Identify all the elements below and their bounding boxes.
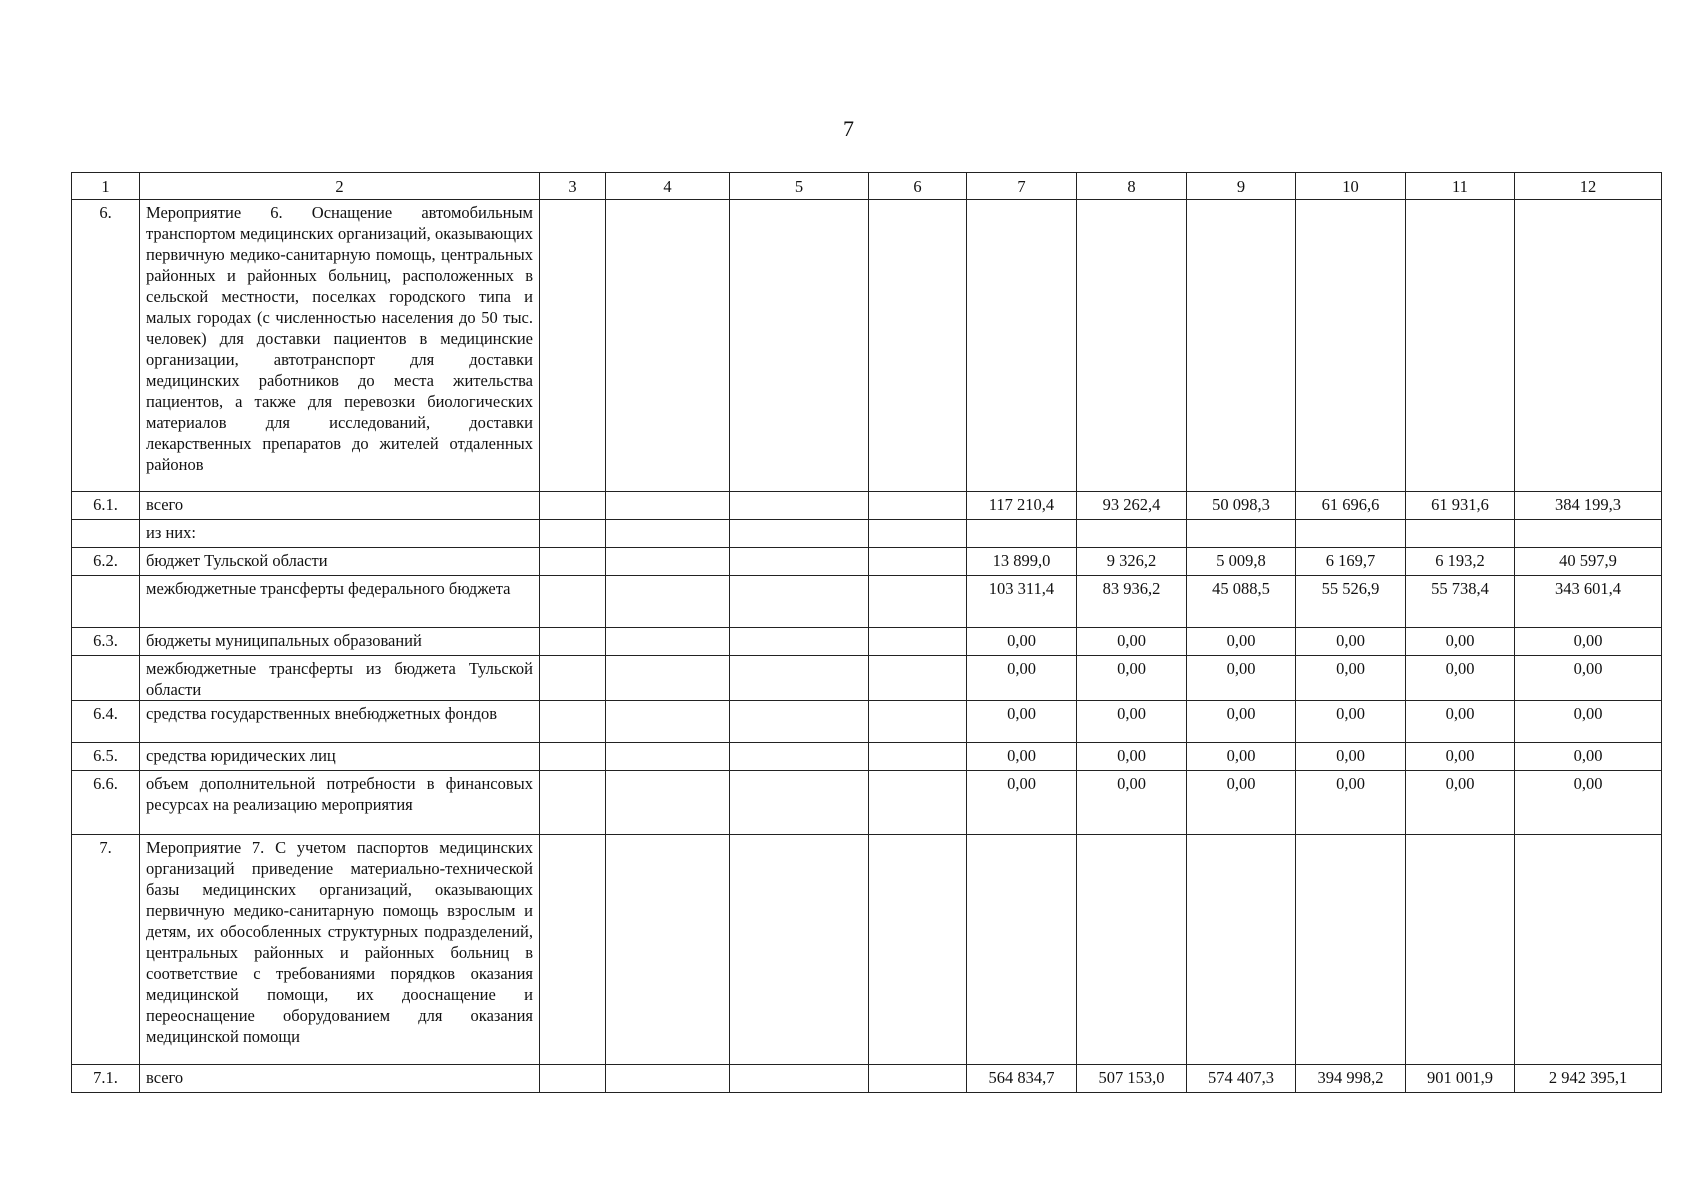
value-cell-col-10: 0,00 — [1296, 656, 1406, 701]
page-number: 7 — [843, 116, 854, 141]
value-cell-col-4 — [606, 628, 730, 656]
value-cell-col-3 — [540, 492, 606, 520]
row-description-cell: объем дополнительной потребности в финансовых ресурсах на реализацию мероприятия — [140, 771, 540, 835]
value-cell-col-11 — [1406, 520, 1515, 548]
column-header-3: 3 — [540, 173, 606, 200]
value-cell-col-4 — [606, 835, 730, 1065]
value-cell-col-5 — [730, 548, 869, 576]
value-cell-col-4 — [606, 520, 730, 548]
value-cell-col-5 — [730, 835, 869, 1065]
value-cell-col-3 — [540, 576, 606, 628]
column-header-5: 5 — [730, 173, 869, 200]
value-cell-col-9: 45 088,5 — [1187, 576, 1296, 628]
table-row — [72, 701, 1662, 743]
row-description-cell: всего — [140, 492, 540, 520]
value-cell-col-3 — [540, 743, 606, 771]
value-cell-col-9: 5 009,8 — [1187, 548, 1296, 576]
value-cell-col-10 — [1296, 835, 1406, 1065]
table-row — [72, 200, 1662, 492]
value-cell-col-4 — [606, 1065, 730, 1093]
value-cell-col-7: 0,00 — [967, 701, 1077, 743]
value-cell-col-5 — [730, 520, 869, 548]
row-description-cell: бюджеты муниципальных образований — [140, 628, 540, 656]
value-cell-col-9 — [1187, 200, 1296, 492]
value-cell-col-12: 384 199,3 — [1515, 492, 1662, 520]
value-cell-col-10 — [1296, 200, 1406, 492]
value-cell-col-8: 507 153,0 — [1077, 1065, 1187, 1093]
value-cell-col-12: 0,00 — [1515, 701, 1662, 743]
value-cell-col-10: 61 696,6 — [1296, 492, 1406, 520]
value-cell-col-11: 901 001,9 — [1406, 1065, 1515, 1093]
value-cell-col-5 — [730, 1065, 869, 1093]
value-cell-col-4 — [606, 743, 730, 771]
value-cell-col-3 — [540, 835, 606, 1065]
column-header-9: 9 — [1187, 173, 1296, 200]
value-cell-col-12: 2 942 395,1 — [1515, 1065, 1662, 1093]
value-cell-col-12: 40 597,9 — [1515, 548, 1662, 576]
value-cell-col-8: 0,00 — [1077, 628, 1187, 656]
value-cell-col-5 — [730, 576, 869, 628]
budget-table — [71, 172, 1662, 1093]
value-cell-col-11: 6 193,2 — [1406, 548, 1515, 576]
value-cell-col-7: 117 210,4 — [967, 492, 1077, 520]
value-cell-col-4 — [606, 771, 730, 835]
value-cell-col-9: 50 098,3 — [1187, 492, 1296, 520]
value-cell-col-9: 0,00 — [1187, 628, 1296, 656]
value-cell-col-12 — [1515, 200, 1662, 492]
table-row — [72, 576, 1662, 628]
value-cell-col-6 — [869, 701, 967, 743]
value-cell-col-6 — [869, 656, 967, 701]
row-description-cell: межбюджетные трансферты федерального бюджета — [140, 576, 540, 628]
row-number-cell: 6. — [72, 200, 140, 492]
value-cell-col-10: 0,00 — [1296, 628, 1406, 656]
table-body — [72, 173, 1662, 1093]
table-row — [72, 743, 1662, 771]
value-cell-col-4 — [606, 576, 730, 628]
value-cell-col-5 — [730, 743, 869, 771]
row-number-cell — [72, 656, 140, 701]
value-cell-col-10: 6 169,7 — [1296, 548, 1406, 576]
value-cell-col-3 — [540, 548, 606, 576]
value-cell-col-7: 0,00 — [967, 628, 1077, 656]
value-cell-col-3 — [540, 656, 606, 701]
table-row — [72, 656, 1662, 701]
value-cell-col-11 — [1406, 200, 1515, 492]
value-cell-col-8: 0,00 — [1077, 743, 1187, 771]
value-cell-col-4 — [606, 656, 730, 701]
row-number-cell: 6.1. — [72, 492, 140, 520]
value-cell-col-8: 0,00 — [1077, 771, 1187, 835]
table-row — [72, 1065, 1662, 1093]
value-cell-col-6 — [869, 835, 967, 1065]
row-number-cell: 6.2. — [72, 548, 140, 576]
value-cell-col-11: 0,00 — [1406, 743, 1515, 771]
column-header-7: 7 — [967, 173, 1077, 200]
value-cell-col-11: 55 738,4 — [1406, 576, 1515, 628]
row-number-cell: 7. — [72, 835, 140, 1065]
value-cell-col-10: 0,00 — [1296, 771, 1406, 835]
value-cell-col-11: 61 931,6 — [1406, 492, 1515, 520]
value-cell-col-11 — [1406, 835, 1515, 1065]
column-header-2: 2 — [140, 173, 540, 200]
row-description-cell: средства юридических лиц — [140, 743, 540, 771]
value-cell-col-7: 13 899,0 — [967, 548, 1077, 576]
value-cell-col-3 — [540, 628, 606, 656]
value-cell-col-3 — [540, 520, 606, 548]
column-header-10: 10 — [1296, 173, 1406, 200]
table-row — [72, 492, 1662, 520]
row-number-cell — [72, 520, 140, 548]
value-cell-col-6 — [869, 576, 967, 628]
value-cell-col-3 — [540, 771, 606, 835]
value-cell-col-11: 0,00 — [1406, 628, 1515, 656]
value-cell-col-5 — [730, 628, 869, 656]
value-cell-col-3 — [540, 1065, 606, 1093]
value-cell-col-8: 0,00 — [1077, 701, 1187, 743]
value-cell-col-9: 0,00 — [1187, 701, 1296, 743]
value-cell-col-8: 83 936,2 — [1077, 576, 1187, 628]
row-number-cell: 6.3. — [72, 628, 140, 656]
row-number-cell — [72, 576, 140, 628]
row-description-cell: межбюджетные трансферты из бюджета Тульской области — [140, 656, 540, 701]
value-cell-col-7 — [967, 200, 1077, 492]
value-cell-col-9: 0,00 — [1187, 743, 1296, 771]
column-header-11: 11 — [1406, 173, 1515, 200]
value-cell-col-10: 0,00 — [1296, 701, 1406, 743]
value-cell-col-11: 0,00 — [1406, 771, 1515, 835]
value-cell-col-7 — [967, 835, 1077, 1065]
value-cell-col-10 — [1296, 520, 1406, 548]
row-description-cell: средства государственных внебюджетных фондов — [140, 701, 540, 743]
value-cell-col-6 — [869, 1065, 967, 1093]
value-cell-col-6 — [869, 771, 967, 835]
table-row — [72, 548, 1662, 576]
row-number-cell: 6.6. — [72, 771, 140, 835]
row-number-cell: 7.1. — [72, 1065, 140, 1093]
row-description-cell: Мероприятие 6. Оснащение автомобильным транспортом медицинских организаций, оказывающих первичную медико-санитарную помощь, центральных районных и районных больниц, расположенных в сельской местности, поселках городского типа и малых городах (с численностью населения до 50 тыс. человек) для доставки пациентов в медицинские организации, автотранспорт для доставки медицинских работников до места жительства пациентов, а также для перевозки биологических материалов для исследований, доставки лекарственных препаратов до жителей отдаленных районов — [140, 200, 540, 492]
table-row — [72, 835, 1662, 1065]
row-description-cell: всего — [140, 1065, 540, 1093]
value-cell-col-10: 394 998,2 — [1296, 1065, 1406, 1093]
value-cell-col-10: 0,00 — [1296, 743, 1406, 771]
value-cell-col-12: 0,00 — [1515, 656, 1662, 701]
row-number-cell: 6.5. — [72, 743, 140, 771]
value-cell-col-11: 0,00 — [1406, 656, 1515, 701]
table-row — [72, 628, 1662, 656]
table-header-row — [72, 173, 1662, 200]
value-cell-col-3 — [540, 200, 606, 492]
value-cell-col-4 — [606, 548, 730, 576]
value-cell-col-5 — [730, 771, 869, 835]
value-cell-col-5 — [730, 492, 869, 520]
value-cell-col-8: 93 262,4 — [1077, 492, 1187, 520]
value-cell-col-8 — [1077, 520, 1187, 548]
value-cell-col-11: 0,00 — [1406, 701, 1515, 743]
value-cell-col-8 — [1077, 200, 1187, 492]
value-cell-col-7 — [967, 520, 1077, 548]
value-cell-col-6 — [869, 520, 967, 548]
value-cell-col-9: 574 407,3 — [1187, 1065, 1296, 1093]
value-cell-col-8 — [1077, 835, 1187, 1065]
value-cell-col-12: 343 601,4 — [1515, 576, 1662, 628]
value-cell-col-5 — [730, 200, 869, 492]
value-cell-col-6 — [869, 492, 967, 520]
value-cell-col-9 — [1187, 835, 1296, 1065]
value-cell-col-6 — [869, 200, 967, 492]
value-cell-col-9 — [1187, 520, 1296, 548]
value-cell-col-5 — [730, 701, 869, 743]
value-cell-col-7: 0,00 — [967, 743, 1077, 771]
value-cell-col-6 — [869, 628, 967, 656]
value-cell-col-4 — [606, 701, 730, 743]
value-cell-col-4 — [606, 200, 730, 492]
table-row — [72, 771, 1662, 835]
value-cell-col-7: 0,00 — [967, 656, 1077, 701]
row-description-cell: Мероприятие 7. С учетом паспортов медицинских организаций приведение материально-технической базы медицинских организаций, оказывающих первичную медико-санитарную помощь взрослым и детям, их обособленных структурных подразделений, центральных районных и районных больниц в соответствие с требованиями порядков оказания медицинской помощи, их дооснащение и переоснащение оборудованием для оказания медицинской помощи — [140, 835, 540, 1065]
value-cell-col-12: 0,00 — [1515, 771, 1662, 835]
value-cell-col-12 — [1515, 520, 1662, 548]
column-header-1: 1 — [72, 173, 140, 200]
value-cell-col-6 — [869, 743, 967, 771]
value-cell-col-4 — [606, 492, 730, 520]
value-cell-col-7: 103 311,4 — [967, 576, 1077, 628]
value-cell-col-3 — [540, 701, 606, 743]
value-cell-col-5 — [730, 656, 869, 701]
value-cell-col-9: 0,00 — [1187, 771, 1296, 835]
value-cell-col-6 — [869, 548, 967, 576]
row-description-cell: из них: — [140, 520, 540, 548]
column-header-8: 8 — [1077, 173, 1187, 200]
value-cell-col-10: 55 526,9 — [1296, 576, 1406, 628]
value-cell-col-7: 0,00 — [967, 771, 1077, 835]
column-header-4: 4 — [606, 173, 730, 200]
row-description-cell: бюджет Тульской области — [140, 548, 540, 576]
value-cell-col-12: 0,00 — [1515, 628, 1662, 656]
value-cell-col-12: 0,00 — [1515, 743, 1662, 771]
value-cell-col-8: 0,00 — [1077, 656, 1187, 701]
row-number-cell: 6.4. — [72, 701, 140, 743]
value-cell-col-7: 564 834,7 — [967, 1065, 1077, 1093]
value-cell-col-9: 0,00 — [1187, 656, 1296, 701]
column-header-6: 6 — [869, 173, 967, 200]
value-cell-col-12 — [1515, 835, 1662, 1065]
column-header-12: 12 — [1515, 173, 1662, 200]
value-cell-col-8: 9 326,2 — [1077, 548, 1187, 576]
table-row — [72, 520, 1662, 548]
